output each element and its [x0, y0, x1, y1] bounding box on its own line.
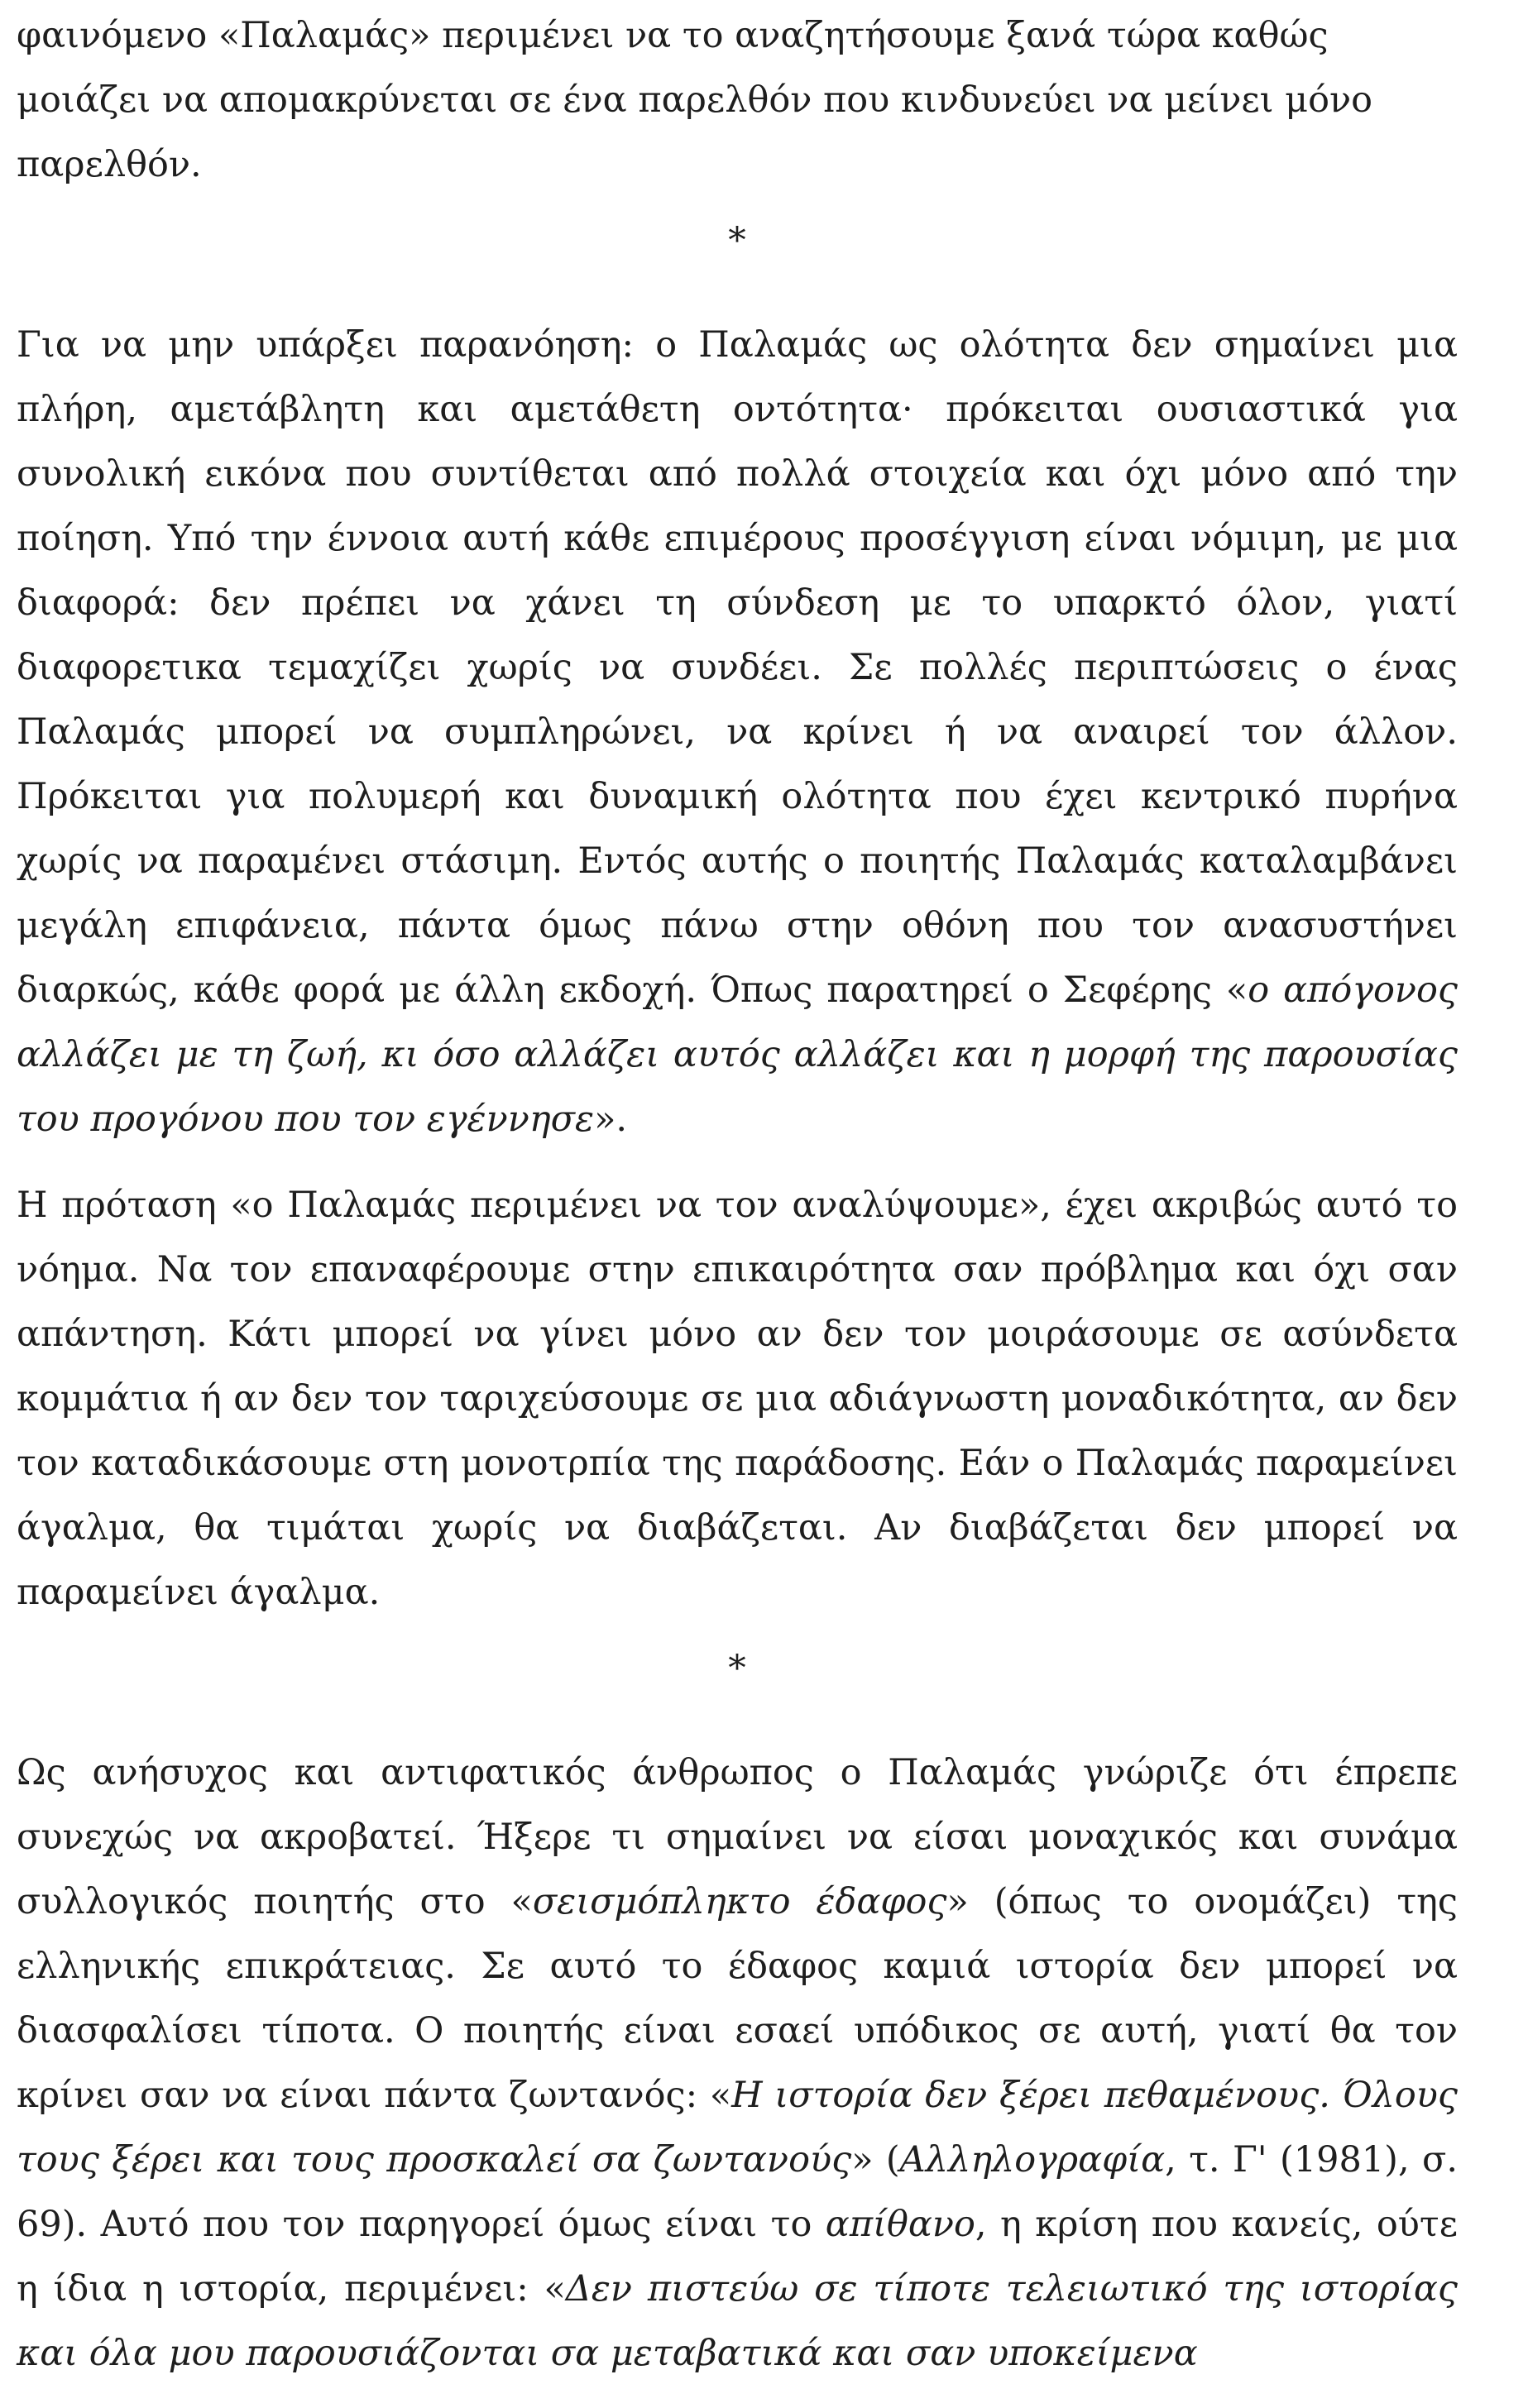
book-title: Αλληλογραφία	[899, 2139, 1166, 2181]
seferis-quote: ο απόγονος αλλάζει με τη ζωή, κι όσο αλλάζει αυτός αλλάζει και η μορφή της παρουσίας του προγόνου που τον εγέννησε	[17, 969, 1458, 1140]
italic-word: απίθανο	[825, 2204, 975, 2245]
paragraph-text: , τ. Γ' (1981), σ. 69). Αυτό που τον παρηγορεί όμως είναι το	[17, 2139, 1458, 2245]
italic-phrase: σεισμόπληκτο έδαφος	[532, 1881, 947, 1922]
paragraph-anxious-acrobat	[17, 1740, 1458, 2386]
italic-quote-truncated: Δεν πιστεύω σε τίποτε τελειωτικό της ιστορίας και όλα μου παρουσιάζονται σα μεταβατικά και σαν υποκείμενα	[17, 2268, 1458, 2374]
paragraph-text: Ως ανήσυχος και αντιφατικός άνθρωπος ο Παλαμάς γνώριζε ότι έπρεπε συνεχώς να ακροβατεί. Ήξερε τι σημαίνει να είσαι μοναχικός και συνάμα συλλογικός ποιητής στο «	[17, 1752, 1458, 1922]
document-page	[17, 0, 1458, 2386]
paragraph-text: ».	[594, 1099, 628, 1140]
paragraph-text: » (	[851, 2139, 900, 2181]
paragraph-text: Για να μην υπάρξει παρανόηση: ο Παλαμάς ως ολότητα δεν σημαίνει μια πλήρη, αμετάβλητη και αμετάθετη οντότητα· πρόκειται ουσιαστικά για συνολική εικόνα που συντίθεται από πολλά στοιχεία και όχι μόνο από την ποίηση. Υπό την έννοια αυτή κάθε επιμέρους προσέγγιση είναι νόμιμη, με μια διαφορά: δεν πρέπει να χάνει τη σύνδεση με το υπαρκτό όλον, γιατί διαφορετικα τεμαχίζει χωρίς να συνδέει. Σε πολλές περιπτώσεις ο ένας Παλαμάς μπορεί να συμπληρώνει, να κρίνει ή να αναιρεί τον άλλον. Πρόκειται για πολυμερή και δυναμική ολότητα που έχει κεντρικό πυρήνα χωρίς να παραμένει στάσιμη. Εντός αυτής ο ποιητής Παλαμάς καταλαμβάνει μεγάλη επιφάνεια, πάντα όμως πάνω στην οθόνη που τον ανασυστήνει διαρκώς, κάθε φορά με άλλη εκδοχή. Όπως παρατηρεί ο Σεφέρης «	[17, 324, 1458, 1011]
paragraph-intro-continuation: φαινόμενο «Παλαμάς» περιμένει να το αναζητήσουμε ξανά τώρα καθώς μοιάζει να απομακρύνεται σε ένα παρελθόν που κινδυνεύει να μείνει μόνο παρελθόν.	[17, 15, 1372, 185]
section-separator-asterisk: *	[728, 1648, 746, 1689]
section-separator-asterisk: *	[728, 220, 746, 261]
italic-quote: Η ιστορία δεν ξέρει πεθαμένους. Όλους τους ξέρει και τους προσκαλεί σα ζωντανούς	[17, 2075, 1458, 2181]
paragraph-palamas-as-totality	[17, 313, 1458, 1151]
paragraph-text: , η κρίση που κανείς, ούτε η ίδια η ιστορία, περιμένει: «	[17, 2204, 1458, 2310]
paragraph-waiting-to-be-analyzed: Η πρόταση «ο Παλαμάς περιμένει να τον αναλύψουμε», έχει ακριβώς αυτό το νόημα. Να τον επαναφέρουμε στην επικαιρότητα σαν πρόβλημα και όχι σαν απάντηση. Κάτι μπορεί να γίνει μόνο αν δεν τον μοιράσουμε σε ασύνδετα κομμάτια ή αν δεν τον ταριχεύσουμε σε μια αδιάγνωστη μοναδικότητα, αν δεν τον καταδικάσουμε στη μονοτρπία της παράδοσης. Εάν ο Παλαμάς παραμείνει άγαλμα, θα τιμάται χωρίς να διαβάζεται. Αν διαβάζεται δεν μπορεί να παραμείνει άγαλμα.	[17, 1185, 1458, 1613]
paragraph-text: » (όπως το ονομάζει) της ελληνικής επικράτειας. Σε αυτό το έδαφος καμιά ιστορία δεν μπορεί να διασφαλίσει τίποτα. Ο ποιητής είναι εσαεί υπόδικος σε αυτή, γιατί θα τον κρίνει σαν να είναι πάντα ζωντανός: «	[17, 1881, 1458, 2116]
